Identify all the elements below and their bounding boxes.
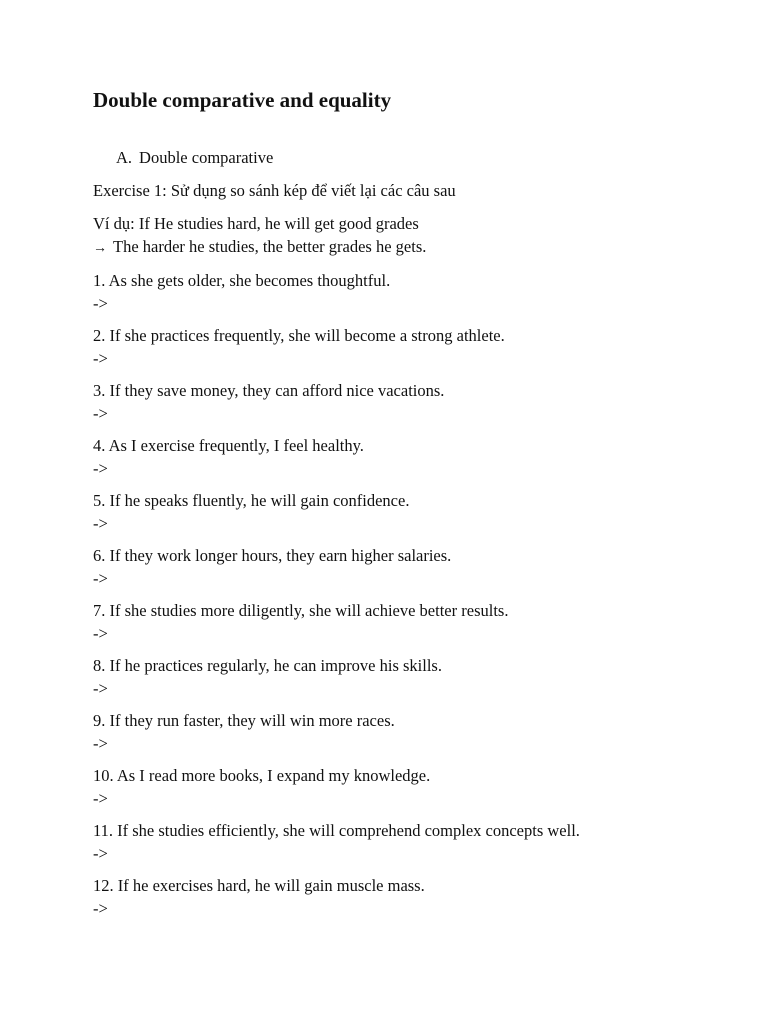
example-answer: The harder he studies, the better grades he gets. bbox=[113, 237, 427, 256]
exercise-item bbox=[93, 545, 713, 590]
exercise-item bbox=[93, 710, 713, 755]
exercise-item bbox=[93, 490, 713, 535]
exercise-question: 9. If they run faster, they will win more races. bbox=[93, 711, 395, 730]
exercise-answer-line: -> bbox=[93, 678, 108, 698]
exercise-question: 10. As I read more books, I expand my knowledge. bbox=[93, 766, 431, 785]
exercise-item bbox=[93, 875, 713, 920]
exercise-question: 12. If he exercises hard, he will gain muscle mass. bbox=[93, 876, 425, 895]
exercise-answer-line: -> bbox=[93, 843, 108, 863]
exercise-answer-line: -> bbox=[93, 458, 108, 478]
exercise-item bbox=[93, 380, 713, 425]
exercise-answer-line: -> bbox=[93, 348, 108, 368]
exercise-item bbox=[93, 270, 713, 315]
exercise-item bbox=[93, 820, 713, 865]
section-heading bbox=[116, 147, 713, 169]
exercise-answer-line: -> bbox=[93, 403, 108, 423]
exercise-answer-line: -> bbox=[93, 898, 108, 918]
exercise-answer-line: -> bbox=[93, 733, 108, 753]
exercise-list bbox=[93, 270, 713, 920]
exercise-item bbox=[93, 765, 713, 810]
exercise-item bbox=[93, 325, 713, 370]
exercise-answer-line: -> bbox=[93, 623, 108, 643]
exercise-answer-line: -> bbox=[93, 788, 108, 808]
example-block bbox=[93, 212, 713, 260]
exercise-item bbox=[93, 435, 713, 480]
example-prompt: Ví dụ: If He studies hard, he will get good grades bbox=[93, 214, 419, 233]
exercise-question: 11. If she studies efficiently, she will comprehend complex concepts well. bbox=[93, 821, 580, 840]
exercise-instruction: Exercise 1: Sử dụng so sánh kép để viết lại các câu sau bbox=[93, 181, 456, 200]
exercise-answer-line: -> bbox=[93, 293, 108, 313]
exercise-item bbox=[93, 655, 713, 700]
section-letter: A. bbox=[116, 148, 133, 167]
example-answer-line bbox=[93, 235, 713, 260]
exercise-question: 1. As she gets older, she becomes thoughtful. bbox=[93, 271, 391, 290]
exercise-question: 4. As I exercise frequently, I feel healthy. bbox=[93, 436, 364, 455]
exercise-question: 7. If she studies more diligently, she will achieve better results. bbox=[93, 601, 509, 620]
exercise-answer-line: -> bbox=[93, 568, 108, 588]
document-page bbox=[93, 86, 713, 920]
document-title: Double comparative and equality bbox=[93, 88, 392, 112]
arrow-icon: → bbox=[93, 241, 107, 256]
exercise-question: 3. If they save money, they can afford nice vacations. bbox=[93, 381, 445, 400]
section-label: Double comparative bbox=[139, 148, 274, 167]
exercise-question: 8. If he practices regularly, he can improve his skills. bbox=[93, 656, 442, 675]
exercise-item bbox=[93, 600, 713, 645]
exercise-question: 2. If she practices frequently, she will become a strong athlete. bbox=[93, 326, 505, 345]
exercise-question: 5. If he speaks fluently, he will gain confidence. bbox=[93, 491, 410, 510]
exercise-question: 6. If they work longer hours, they earn higher salaries. bbox=[93, 546, 452, 565]
exercise-answer-line: -> bbox=[93, 513, 108, 533]
